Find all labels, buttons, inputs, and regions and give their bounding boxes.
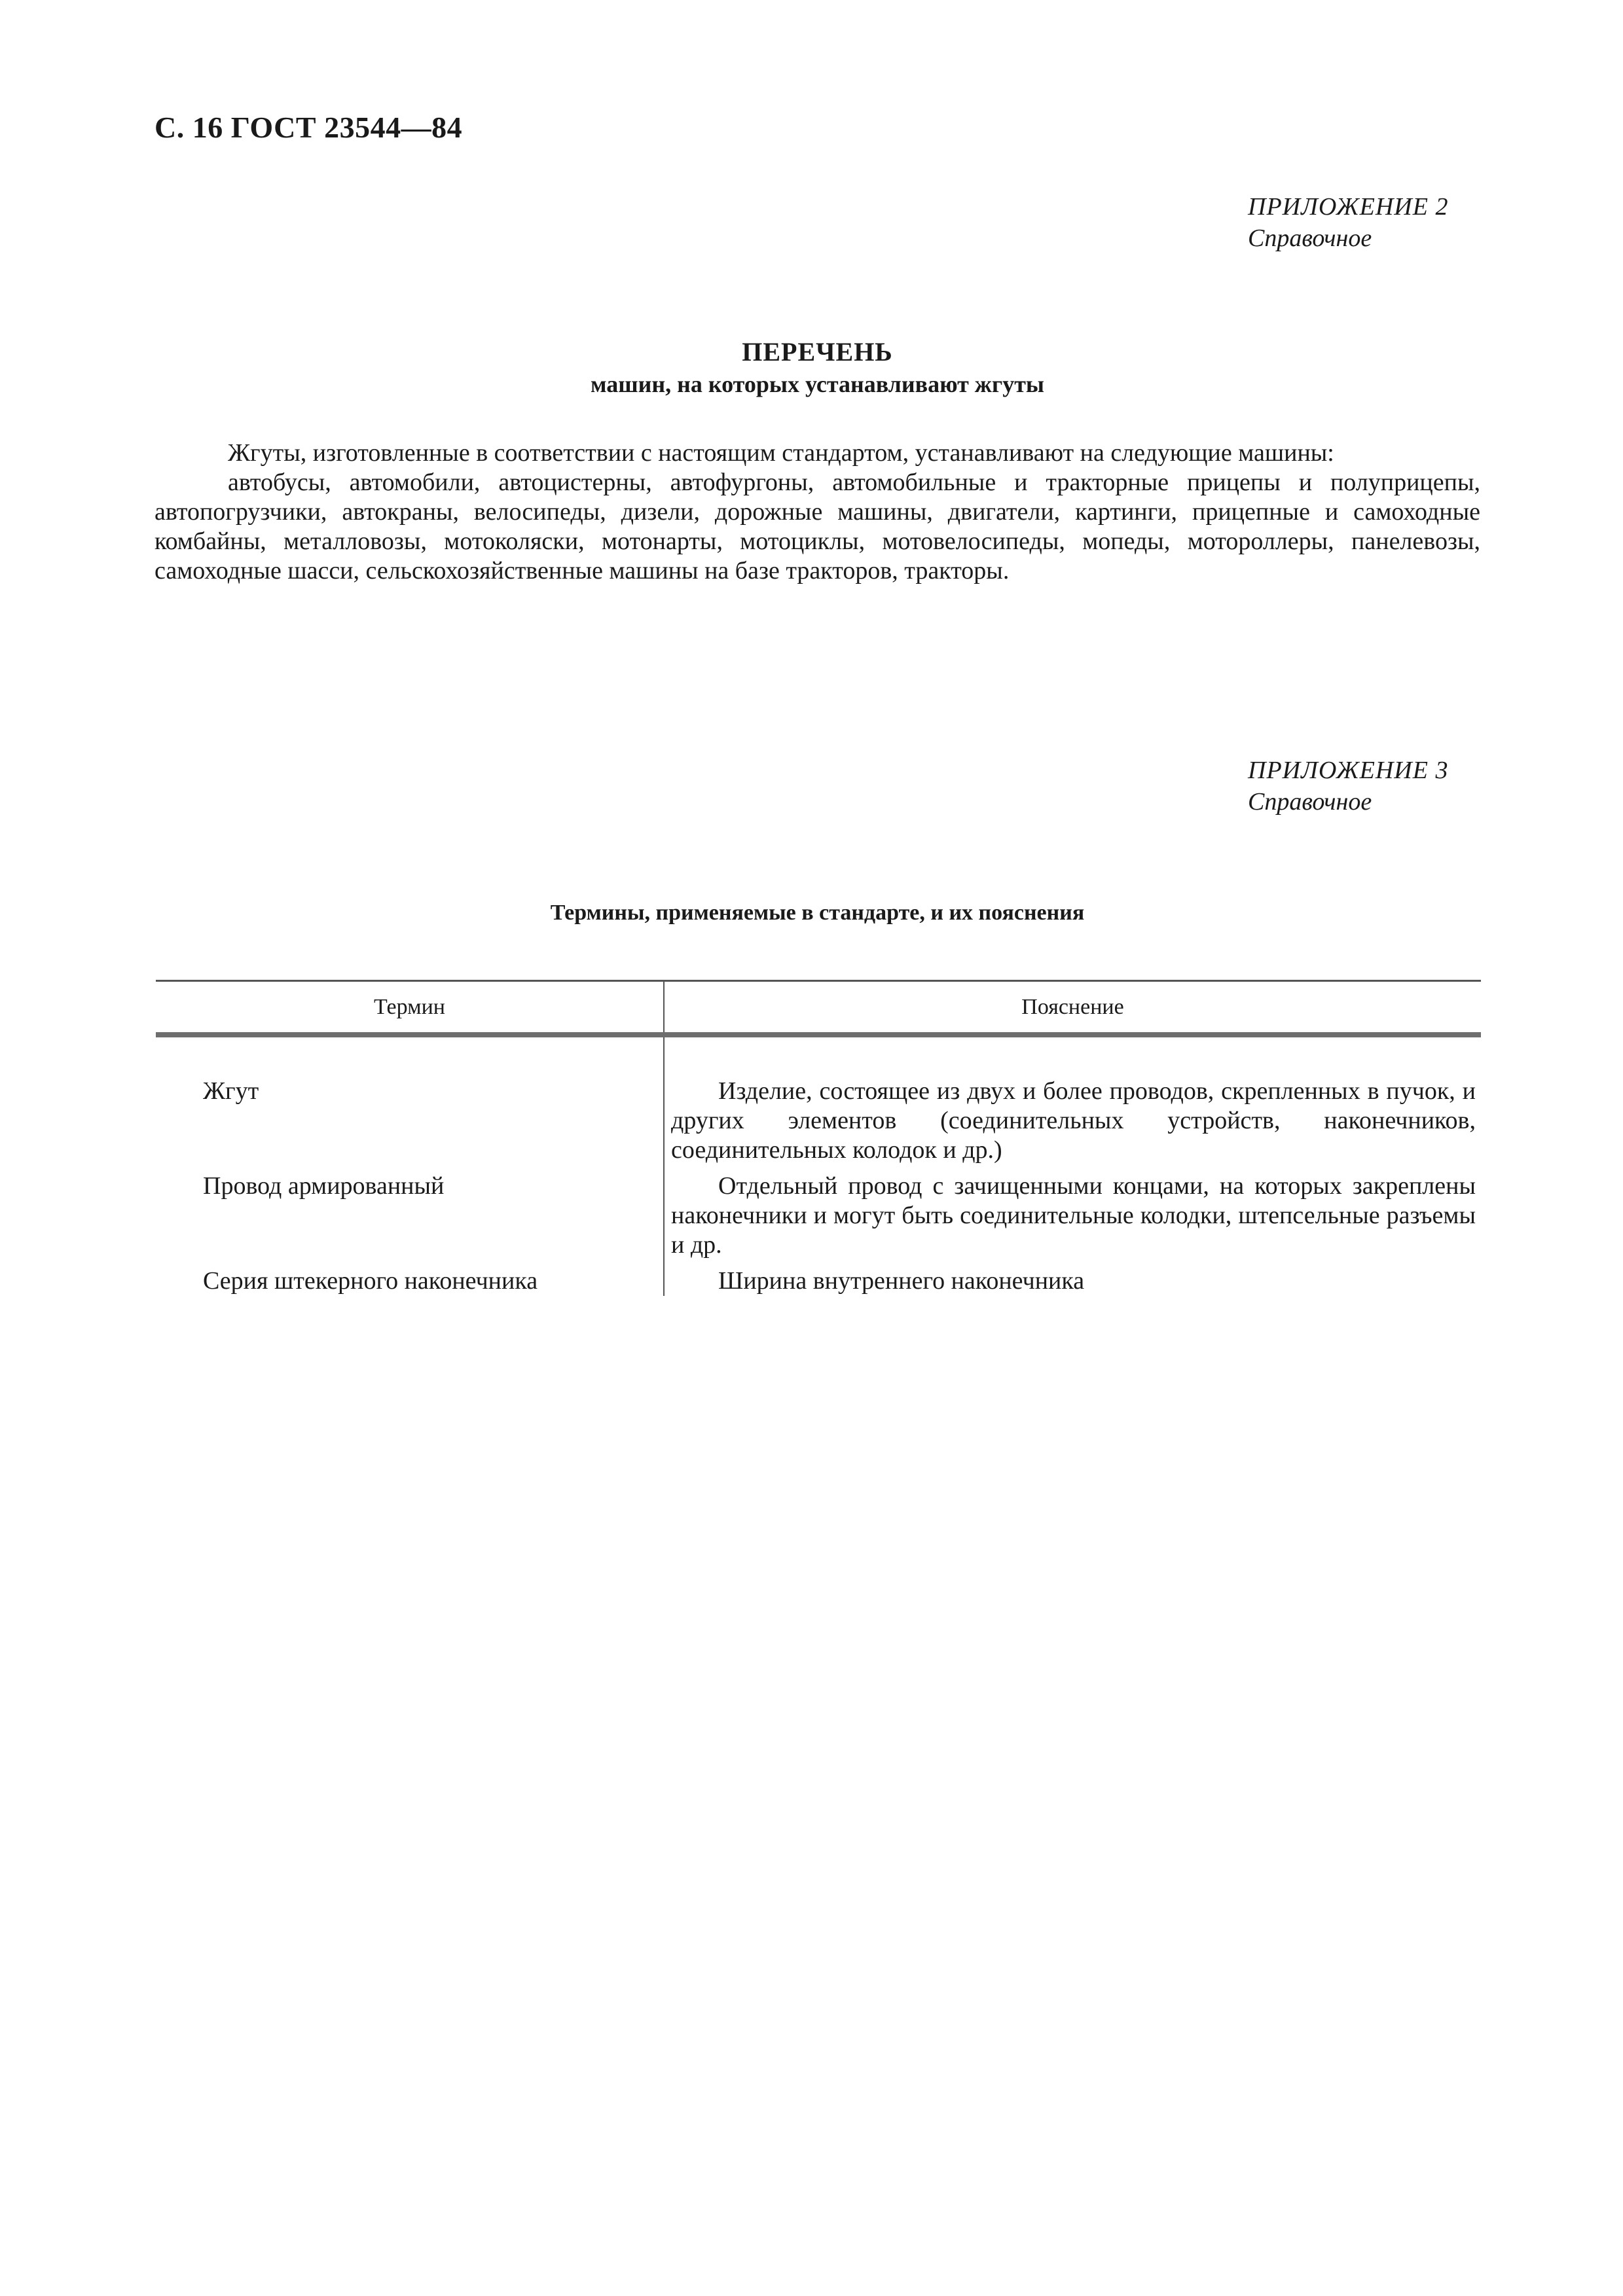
- explanation-cell: Изделие, состоящее из двух и более проводов, скрепленных в пучок, и других элементов (соединительных устройств, наконечников, соединительных колодок и др.): [663, 1077, 1481, 1172]
- list-subtitle: машин, на которых устанавливают жгуты: [590, 371, 1045, 397]
- machine-list-intro: Жгуты, изготовленные в соответствии с настоящим стандартом, устанавливают на следующие машины:: [228, 439, 1334, 467]
- machine-list-text: [155, 439, 1480, 586]
- explanation-cell: Ширина внутреннего наконечника: [663, 1266, 1481, 1296]
- machine-list-items: автобусы, автомобили, автоцистерны, автофургоны, автомобильные и тракторные прицепы и полуприцепы, автопогрузчики, автокраны, велосипеды, дизели, дорожные машины, двигатели, картинги, прицепные и самоходные комбайны, металловозы, мотоколяски, мотонарты, мотоциклы, мотовелосипеды, мопеды, мотороллеры, панелевозы, самоходные шасси, сельскохозяйственные машины на базе тракторов, тракторы.: [155, 469, 1480, 584]
- table-row: [156, 1077, 1481, 1172]
- table-spacer: [156, 1037, 1481, 1077]
- table-row: [156, 1172, 1481, 1266]
- appendix-2-block: [1248, 191, 1448, 254]
- appendix-3-block: [1248, 755, 1448, 817]
- terms-table: [156, 980, 1481, 1296]
- table-row: [156, 1266, 1481, 1296]
- table-header-rule: [156, 1032, 1481, 1037]
- appendix-2-type: Справочное: [1248, 224, 1372, 252]
- term-cell: Жгут: [203, 1077, 259, 1105]
- terms-title: Термины, применяемые в стандарте, и их пояснения: [550, 901, 1085, 925]
- list-title: ПЕРЕЧЕНЬ: [742, 337, 893, 367]
- appendix-3-type: Справочное: [1248, 788, 1372, 816]
- page-header: С. 16 ГОСТ 23544—84: [155, 111, 463, 144]
- term-cell: Провод армированный: [203, 1172, 445, 1200]
- list-title-block: [155, 335, 1480, 399]
- table-header-row: [156, 982, 1481, 1032]
- appendix-2-label: ПРИЛОЖЕНИЕ 2: [1248, 193, 1449, 221]
- explanation-cell: Отдельный провод с зачищенными концами, на которых закреплены наконечники и могут быть соединительные колодки, штепсельные разъемы и др.: [663, 1172, 1481, 1266]
- header-explanation: Пояснение: [663, 982, 1481, 1032]
- term-cell: Серия штекерного наконечника: [203, 1267, 538, 1295]
- appendix-3-label: ПРИЛОЖЕНИЕ 3: [1248, 757, 1449, 784]
- header-term: Термин: [374, 995, 445, 1019]
